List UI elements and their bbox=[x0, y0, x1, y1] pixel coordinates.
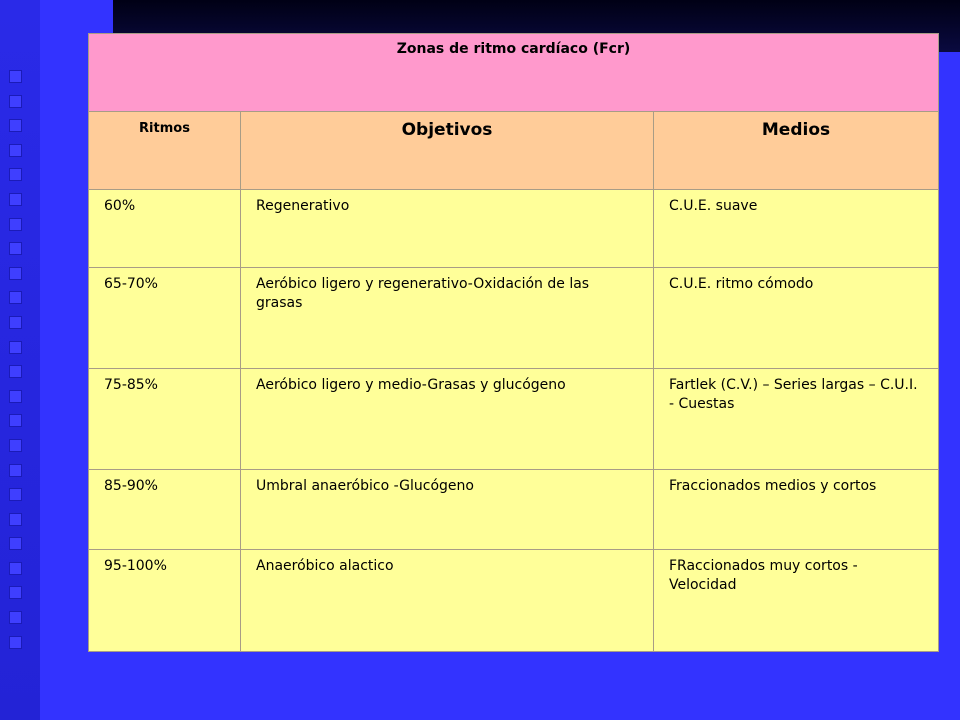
header-objetivos: Objetivos bbox=[401, 120, 493, 140]
table-row bbox=[89, 268, 939, 369]
header-medios: Medios bbox=[761, 120, 831, 140]
cell-ritmo bbox=[89, 268, 241, 369]
cell-objetivo bbox=[241, 268, 654, 369]
cell-medio bbox=[654, 470, 939, 550]
decorative-square bbox=[9, 316, 22, 329]
ritmo-value: 95-100% bbox=[104, 558, 167, 574]
objetivo-value: Umbral anaeróbico -Glucógeno bbox=[256, 478, 474, 494]
decorative-square bbox=[9, 414, 22, 427]
medio-value: Fartlek (C.V.) – Series largas – C.U.I. - Cuestas bbox=[669, 377, 918, 412]
decorative-square bbox=[9, 464, 22, 477]
ritmo-value: 60% bbox=[104, 198, 136, 214]
cell-ritmo bbox=[89, 550, 241, 652]
table-row bbox=[89, 369, 939, 470]
cell-objetivo bbox=[241, 369, 654, 470]
medio-value: C.U.E. suave bbox=[669, 198, 758, 214]
cell-objetivo bbox=[241, 550, 654, 652]
ritmo-value: 75-85% bbox=[104, 377, 158, 393]
header-ritmos-cell bbox=[89, 112, 241, 190]
table-row bbox=[89, 470, 939, 550]
decorative-square bbox=[9, 267, 22, 280]
decorative-square bbox=[9, 144, 22, 157]
header-ritmos: Ritmos bbox=[139, 121, 190, 136]
decorative-square bbox=[9, 390, 22, 403]
medio-value: FRaccionados muy cortos - Velocidad bbox=[669, 558, 858, 593]
decorative-square bbox=[9, 341, 22, 354]
decorative-square bbox=[9, 95, 22, 108]
cell-medio bbox=[654, 550, 939, 652]
decorative-square bbox=[9, 193, 22, 206]
medio-value: Fraccionados medios y cortos bbox=[669, 478, 877, 494]
cell-medio bbox=[654, 190, 939, 268]
header-objetivos-cell bbox=[241, 112, 654, 190]
decorative-square bbox=[9, 365, 22, 378]
objetivo-value: Anaeróbico alactico bbox=[256, 558, 394, 574]
cell-objetivo bbox=[241, 470, 654, 550]
decorative-square bbox=[9, 636, 22, 649]
header-medios-cell bbox=[654, 112, 939, 190]
objetivo-value: Aeróbico ligero y regenerativo-Oxidación de las grasas bbox=[256, 276, 590, 311]
decorative-square bbox=[9, 537, 22, 550]
medio-value: C.U.E. ritmo cómodo bbox=[669, 276, 814, 292]
ritmo-value: 85-90% bbox=[104, 478, 158, 494]
decorative-square bbox=[9, 611, 22, 624]
cell-medio bbox=[654, 369, 939, 470]
decorative-square bbox=[9, 291, 22, 304]
decorative-square bbox=[9, 586, 22, 599]
decorative-square bbox=[9, 562, 22, 575]
decorative-square bbox=[9, 513, 22, 526]
table-title: Zonas de ritmo cardíaco (Fcr) bbox=[396, 41, 631, 57]
cell-ritmo bbox=[89, 190, 241, 268]
table-title-row bbox=[89, 34, 939, 112]
table-row bbox=[89, 190, 939, 268]
table-title-cell bbox=[89, 34, 939, 112]
cell-objetivo bbox=[241, 190, 654, 268]
cell-ritmo bbox=[89, 369, 241, 470]
decorative-square bbox=[9, 168, 22, 181]
decorative-square bbox=[9, 70, 22, 83]
table-header-row bbox=[89, 112, 939, 190]
objetivo-value: Aeróbico ligero y medio-Grasas y glucógeno bbox=[256, 377, 566, 393]
cell-medio bbox=[654, 268, 939, 369]
decorative-square bbox=[9, 242, 22, 255]
decorative-square bbox=[9, 119, 22, 132]
decorative-square bbox=[9, 439, 22, 452]
decorative-square bbox=[9, 488, 22, 501]
slide-decorative-squares bbox=[9, 70, 23, 660]
objetivo-value: Regenerativo bbox=[256, 198, 350, 214]
ritmo-value: 65-70% bbox=[104, 276, 158, 292]
heart-rate-zones-table bbox=[88, 33, 939, 652]
decorative-square bbox=[9, 218, 22, 231]
table-row bbox=[89, 550, 939, 652]
cell-ritmo bbox=[89, 470, 241, 550]
